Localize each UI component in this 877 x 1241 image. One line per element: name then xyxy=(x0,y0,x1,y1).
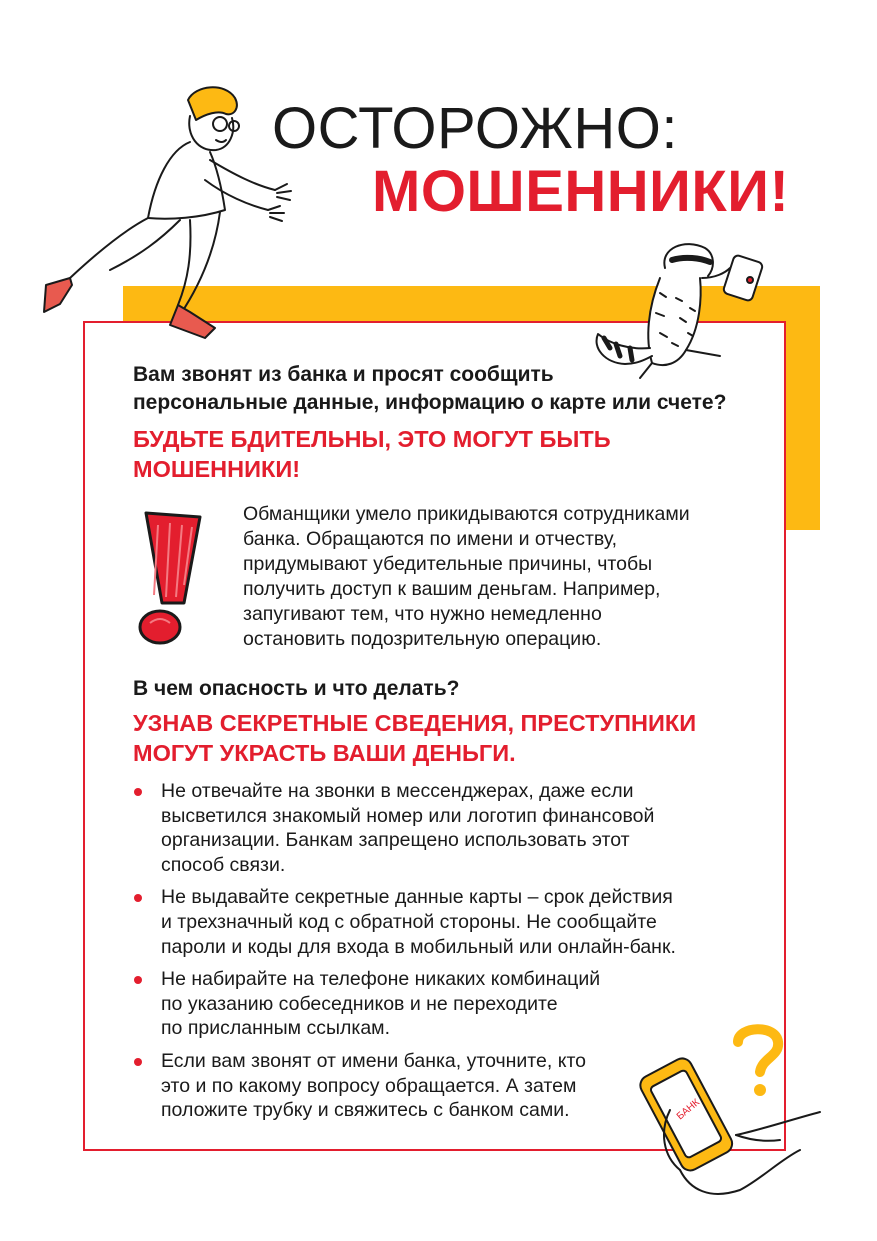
man-running-icon xyxy=(30,80,310,350)
bullet-dot-icon xyxy=(134,1058,142,1066)
warning-steal-money: УЗНАВ СЕКРЕТНЫЕ СВЕДЕНИЯ, ПРЕСТУПНИКИ МОГУТ УКРАСТЬ ВАШИ ДЕНЬГИ. xyxy=(133,710,697,766)
list-item: Не выдавайте секретные данные карты – срок действия и трехзначный код с обратной стороны. Не сообщайте пароли и коды для входа в мобильный или онлайн-банк. xyxy=(133,885,733,959)
list-item: Если вам звонят от имени банка, уточните, кто это и по какому вопросу обращается. А затем положите трубку и свяжитесь с банком сами. xyxy=(133,1049,733,1123)
bullet-dot-icon xyxy=(134,976,142,984)
list-item: Не набирайте на телефоне никаких комбинаций по указанию собеседников и не переходите по присланным ссылкам. xyxy=(133,967,733,1041)
bullet-dot-icon xyxy=(134,788,142,796)
phone-screen-label: БАНК xyxy=(674,1097,702,1123)
question-bank-call: Вам звонят из банка и просят сообщить персональные данные, информацию о карте или счете? xyxy=(133,363,727,414)
phone-in-hand-icon xyxy=(640,1040,840,1200)
question-danger: В чем опасность и что делать? xyxy=(133,677,460,700)
bullet-dot-icon xyxy=(134,894,142,902)
list-item: Не отвечайте на звонки в мессенджерах, даже если высветился знакомый номер или логотип финансовой организации. Банкам запрещено использовать этот способ связи. xyxy=(133,779,733,877)
warning-be-vigilant: БУДЬТЕ БДИТЕЛЬНЫ, ЭТО МОГУТ БЫТЬ МОШЕННИКИ! xyxy=(133,426,611,482)
title-fraudsters: МОШЕННИКИ! xyxy=(372,159,790,224)
exclamation-mark-icon xyxy=(136,505,208,647)
paragraph-deceivers: Обманщики умело прикидываются сотрудниками банка. Обращаются по имени и отчеству, придумывают убедительные причины, чтобы получить доступ к вашим деньгам. Например, запугивают тем, что нужно немедленно остановить подозрительную операцию. xyxy=(243,503,690,650)
title-caution: ОСТОРОЖНО: xyxy=(272,96,678,161)
